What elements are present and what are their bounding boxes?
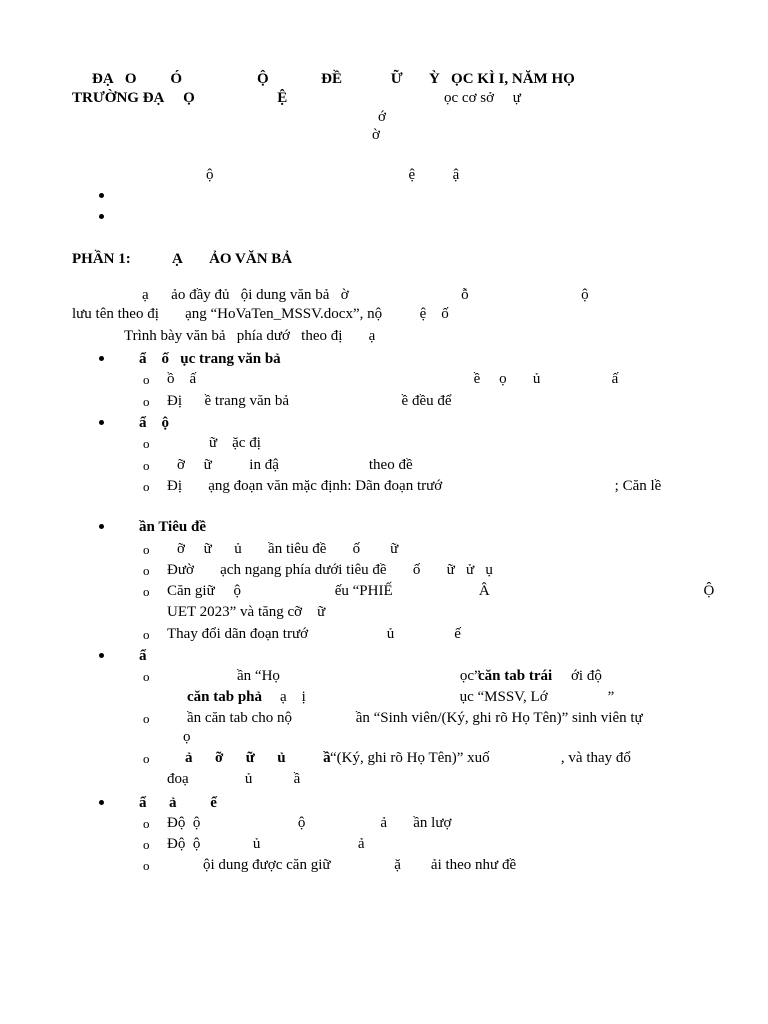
sub-bullet-marker: o xyxy=(143,711,150,726)
item-3-sub-4: Thay đổi dãn đoạn trướ ủ ế xyxy=(167,626,461,642)
item-3-sub-2: Đườ ạch ngang phía dưới tiêu đề ố ữ ử ụ xyxy=(167,562,493,578)
exam-title-line-2b: ọc cơ sở ự xyxy=(444,90,521,106)
item-3-title: ần Tiêu đề xyxy=(139,519,206,535)
item-4-sub-1-tail: ới độ xyxy=(571,668,602,684)
item-4-sub-3-cont: đoạ ủ ầ xyxy=(167,771,301,787)
item-4-sub-3: “(Ký, ghi rõ Họ Tên)” xuố , và thay đổ xyxy=(330,750,631,766)
item-4-sub-3-bold: ả ỡ ữ ủ ầ xyxy=(185,750,331,766)
sub-bullet-marker: o xyxy=(143,816,150,831)
section-1-para-1: ạ ảo đầy đủ ội dung văn bả ờ ỗ ộ xyxy=(142,287,589,303)
item-3-sub-3: Căn giữ ộ ếu “PHIẾ Â Ộ xyxy=(167,583,715,599)
section-1-para-2: lưu tên theo đị ạng “HoVaTen_MSSV.docx”, nộ ệ ố xyxy=(72,306,449,322)
sub-bullet-marker: o xyxy=(143,479,150,494)
intro-line: ộ ệ ậ xyxy=(206,167,460,183)
bullet-marker xyxy=(99,653,104,658)
bullet-marker xyxy=(99,193,104,198)
item-5-sub-2: Độ ộ ủ ả xyxy=(167,836,365,852)
section-1-title: PHẦN 1: Ạ ẢO VĂN BẢ xyxy=(72,251,293,267)
exam-title-line-3: ớ xyxy=(378,109,386,125)
sub-bullet-marker: o xyxy=(143,563,150,578)
sub-bullet-marker: o xyxy=(143,627,150,642)
item-4-sub-1: ần “Họ ọc” xyxy=(237,668,481,684)
item-4-sub-1-line-2: ạ ị ục “MSSV, Lớ ” xyxy=(280,689,615,705)
sub-bullet-marker: o xyxy=(143,837,150,852)
item-1-sub-2: Đị ề trang văn bả ề đều để xyxy=(167,393,452,409)
sub-bullet-marker: o xyxy=(143,584,150,599)
item-4-title: ẩ xyxy=(139,648,147,664)
bullet-marker xyxy=(99,524,104,529)
sub-bullet-marker: o xyxy=(143,394,150,409)
sub-bullet-marker: o xyxy=(143,542,150,557)
bullet-marker xyxy=(99,800,104,805)
item-2-sub-3: Đị ạng đoạn văn mặc định: Dãn đoạn trướ ; Căn lề xyxy=(167,478,662,494)
item-2-sub-1: ữ ặc đị xyxy=(209,435,261,451)
item-4-sub-2-cont: ọ xyxy=(183,729,191,745)
item-2-title: ẩ ộ xyxy=(139,415,169,431)
item-4-sub-2: ần căn tab cho nộ ần “Sinh viên/(Ký, ghi rõ Họ Tên)” sinh viên tự xyxy=(187,710,643,726)
sub-bullet-marker: o xyxy=(143,858,150,873)
exam-title-line-2: TRƯỜNG ĐẠ Ọ Ệ xyxy=(72,90,288,106)
sub-bullet-marker: o xyxy=(143,751,150,766)
bullet-marker xyxy=(99,214,104,219)
item-2-sub-2: ỡ ữ in đậ theo đề xyxy=(177,457,413,473)
item-3-sub-3-cont: UET 2023” và tăng cỡ ữ xyxy=(167,604,326,620)
exam-title-line-1: ĐẠ O Ó Ộ ĐỀ Ữ Ỳ ỌC KÌ I, NĂM HỌ xyxy=(92,71,575,87)
sub-bullet-marker: o xyxy=(143,669,150,684)
sub-bullet-marker: o xyxy=(143,372,150,387)
item-4-sub-1-line-2-bold: căn tab phả xyxy=(187,689,263,705)
item-5-sub-1: Độ ộ ộ ả ần lượ xyxy=(167,815,452,831)
exam-title-line-4: ờ xyxy=(372,127,380,143)
bullet-marker xyxy=(99,420,104,425)
section-1-para-3: Trình bày văn bả phía dướ theo đị ạ xyxy=(124,328,376,344)
item-1-sub-1: ồ ấ ề ọ ủ ấ xyxy=(167,371,619,387)
sub-bullet-marker: o xyxy=(143,458,150,473)
item-5-sub-3: ội dung được căn giữ ặ ải theo như đề xyxy=(203,857,517,873)
bullet-marker xyxy=(99,356,104,361)
sub-bullet-marker: o xyxy=(143,436,150,451)
item-5-title: ẩ ả ể xyxy=(139,795,217,811)
item-1-title: ẩ ố ục trang văn bả xyxy=(139,351,281,367)
item-4-sub-1-bold: căn tab trái xyxy=(478,668,553,684)
item-3-sub-1: ỡ ữ ủ ần tiêu đề ố ữ xyxy=(177,541,399,557)
